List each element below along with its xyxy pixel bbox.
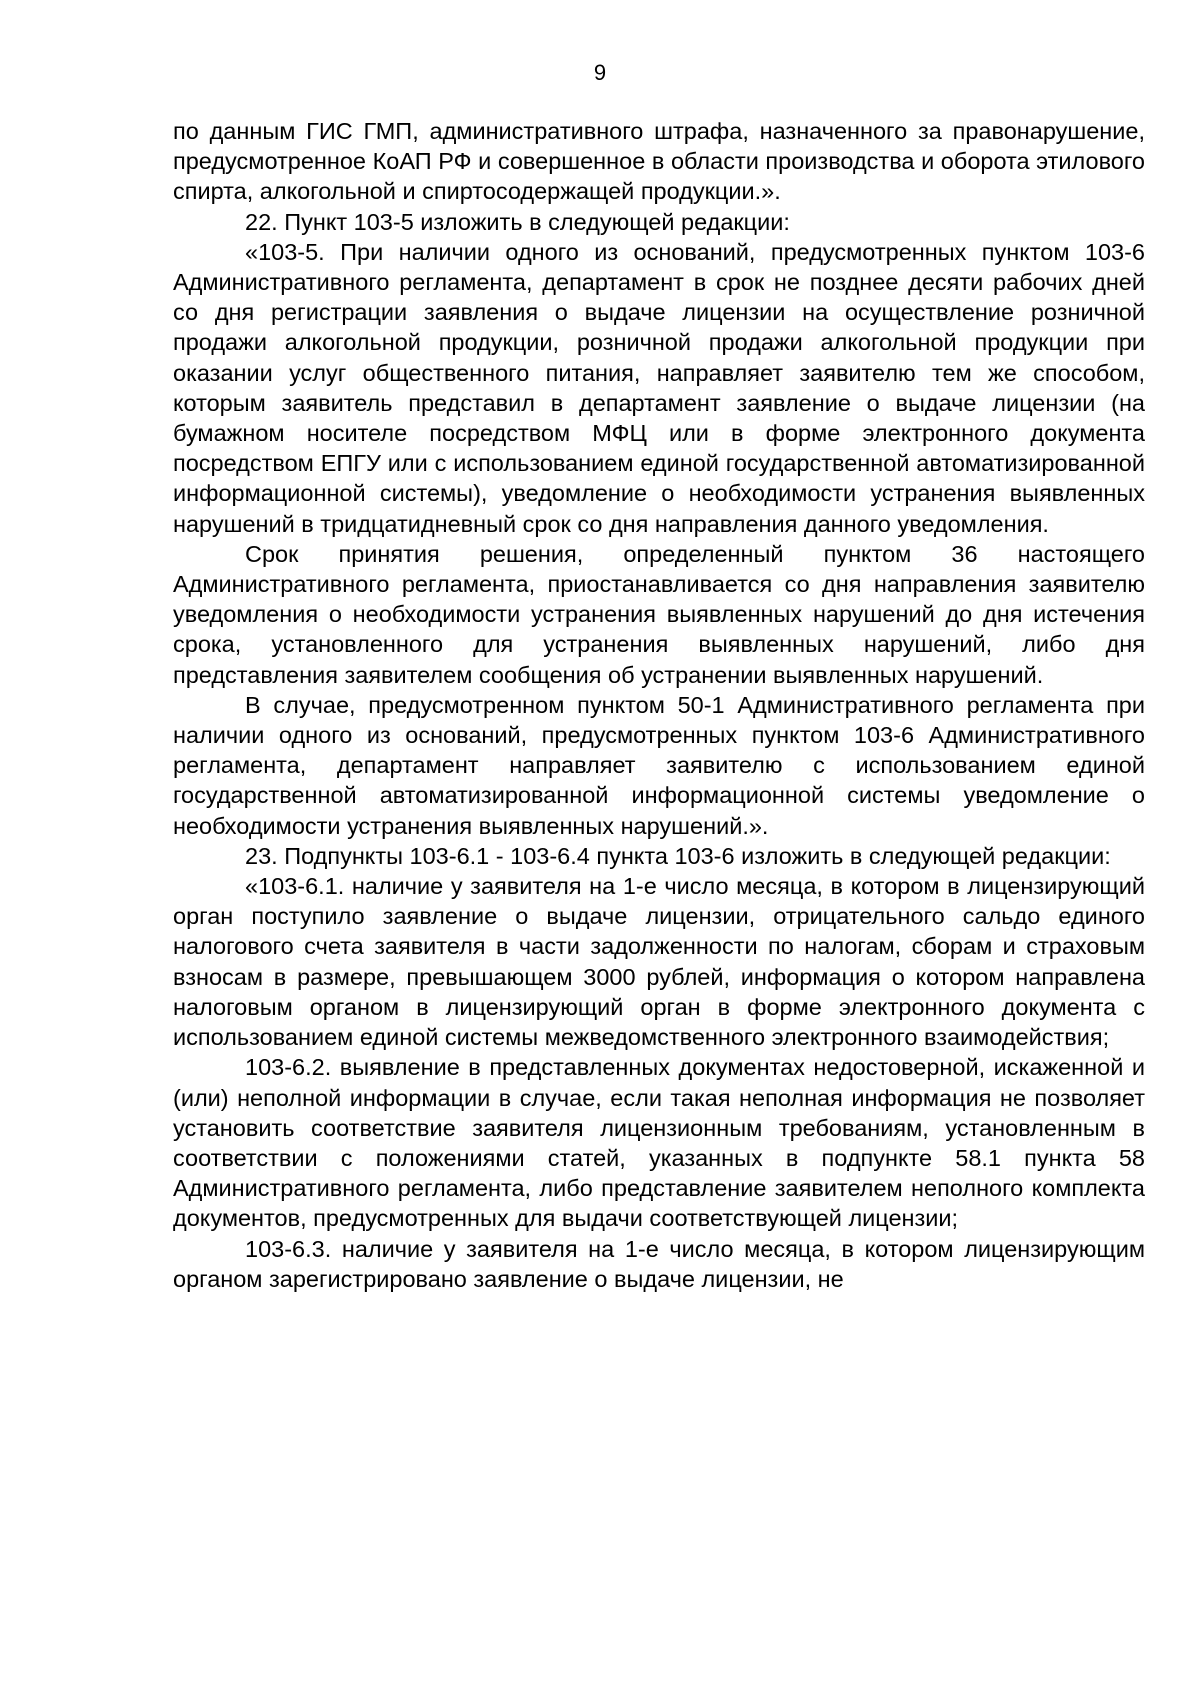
paragraph-103-6-1: «103-6.1. наличие у заявителя на 1-е число месяца, в котором в лицензирующий орган поступило заявление о выдаче лицензии, отрицательного сальдо единого налогового счета заявителя в части задолженности по налогам, сборам и страховым взносам в размере, превышающем 3000 рублей, информация о котором направлена налоговым органом в лицензирующий орган в форме электронного документа с использованием единой системы межведомственного электронного взаимодействия; <box>173 873 1145 1051</box>
paragraph-103-6-2: 103-6.2. выявление в представленных документах недостоверной, искаженной и (или) неполной информации в случае, если такая неполная информация не позволяет установить соответствие заявителя лицензионным требованиям, установленным в соответствии с положениями статей, указанных в подпункте 58.1 пункта 58 Административного регламента, либо представление заявителем неполного комплекта документов, предусмотренных для выдачи соответствующей лицензии; <box>173 1054 1145 1232</box>
document-body <box>173 116 1145 1294</box>
paragraph-item-22: 22. Пункт 103-5 изложить в следующей редакции: <box>245 208 790 235</box>
page-number: 9 <box>593 60 607 85</box>
paragraph-item-23: 23. Подпункты 103-6.1 - 103-6.4 пункта 103-6 изложить в следующей редакции: <box>245 842 1111 869</box>
paragraph-103-6-3: 103-6.3. наличие у заявителя на 1-е число месяца, в котором лицензирующим органом зарегистрировано заявление о выдаче лицензии, не <box>173 1235 1145 1292</box>
paragraph-decision-term: Срок принятия решения, определенный пунктом 36 настоящего Административного регламента, приостанавливается со дня направления заявителю уведомления о необходимости устранения выявленных нарушений до дня истечения срока, установленного для устранения выявленных нарушений, либо дня представления заявителем сообщения об устранении выявленных нарушений. <box>173 540 1145 688</box>
paragraph-103-5: «103-5. При наличии одного из оснований, предусмотренных пунктом 103-6 Административного регламента, департамент в срок не позднее десяти рабочих дней со дня регистрации заявления о выдаче лицензии на осуществление розничной продажи алкогольной продукции, розничной продажи алкогольной продукции при оказании услуг общественного питания, направляет заявителю тем же способом, которым заявитель представил в департамент заявление о выдаче лицензии (на бумажном носителе посредством МФЦ или в форме электронного документа посредством ЕПГУ или с использованием единой государственной автоматизированной информационной системы), уведомление о необходимости устранения выявленных нарушений в тридцатидневный срок со дня направления данного уведомления. <box>173 238 1145 537</box>
paragraph-case-50-1: В случае, предусмотренном пунктом 50-1 Административного регламента при наличии одного из оснований, предусмотренных пунктом 103-6 Административного регламента, департамент направляет заявителю с использованием единой государственной автоматизированной информационной системы уведомление о необходимости устранения выявленных нарушений.». <box>173 691 1145 839</box>
paragraph-continuation: по данным ГИС ГМП, административного штрафа, назначенного за правонарушение, предусмотренное КоАП РФ и совершенное в области производства и оборота этилового спирта, алкогольной и спиртосодержащей продукции.». <box>173 118 1145 205</box>
